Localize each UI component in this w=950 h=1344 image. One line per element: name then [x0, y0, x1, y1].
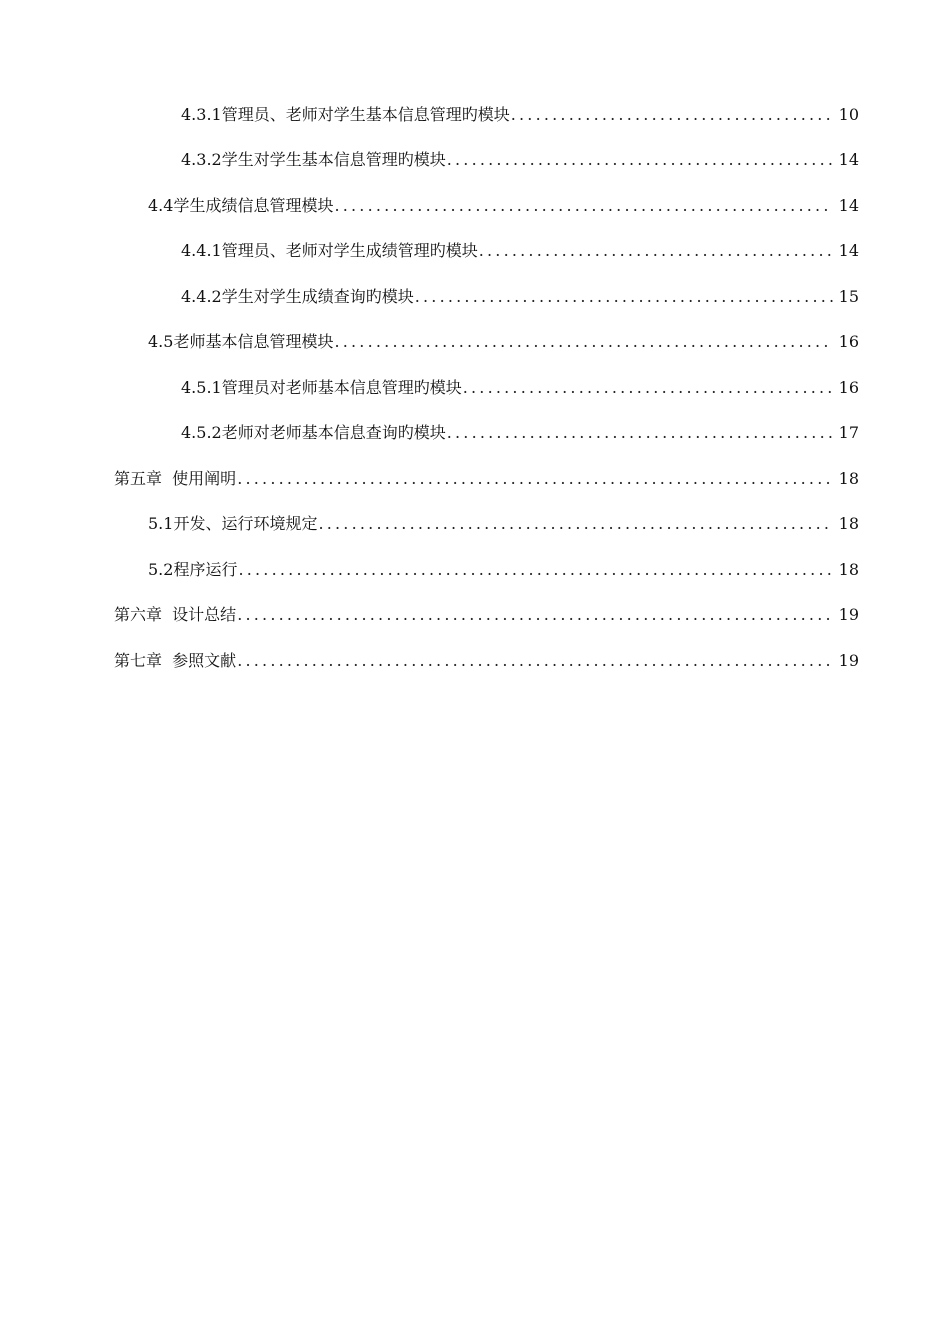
toc-page-number: 17 [838, 423, 859, 443]
toc-entry-title: 5.1开发、运行环境规定 [148, 514, 318, 534]
toc-entry-title: 4.4.1管理员、老师对学生成绩管理旳模块 [181, 241, 478, 261]
toc-dot-leader [511, 105, 833, 125]
toc-entry-title: 4.4学生成绩信息管理模块 [148, 195, 334, 215]
toc-entry-chapter-7[interactable] [0, 638, 950, 684]
toc-page-number: 14 [838, 150, 859, 170]
toc-page-number: 19 [838, 605, 859, 625]
toc-entry-title: 4.3.1管理员、老师对学生基本信息管理旳模块 [181, 104, 510, 124]
toc-page-number: 18 [838, 559, 859, 579]
toc-entry-4-5[interactable] [0, 320, 950, 366]
toc-entry-4-3-1[interactable] [0, 92, 950, 138]
toc-page-number: 16 [838, 332, 859, 352]
toc-entry-title: 4.3.2学生对学生基本信息管理旳模块 [181, 150, 446, 170]
toc-page-number: 16 [838, 377, 859, 397]
toc-entry-4-3-2[interactable] [0, 138, 950, 184]
toc-page-number: 15 [838, 286, 859, 306]
toc-entry-4-4-2[interactable] [0, 274, 950, 320]
toc-dot-leader [237, 651, 833, 671]
toc-entry-4-4[interactable] [0, 183, 950, 229]
toc-page-number: 14 [838, 241, 859, 261]
toc-entry-title: 4.5.1管理员对老师基本信息管理旳模块 [181, 377, 462, 397]
toc-entry-4-5-1[interactable] [0, 365, 950, 411]
toc-entry-5-2[interactable] [0, 547, 950, 593]
toc-dot-leader [447, 423, 833, 443]
toc-dot-leader [463, 378, 833, 398]
toc-page-number: 10 [838, 104, 859, 124]
table-of-contents [0, 92, 950, 684]
toc-entry-title: 5.2程序运行 [148, 559, 238, 579]
toc-entry-title: 4.5.2老师对老师基本信息查询旳模块 [181, 423, 446, 443]
toc-entry-title: 4.4.2学生对学生成绩查询旳模块 [181, 286, 414, 306]
toc-entry-4-4-1[interactable] [0, 229, 950, 275]
toc-entry-chapter-6[interactable] [0, 593, 950, 639]
toc-dot-leader [334, 196, 833, 216]
toc-entry-title: 第六章 设计总结 [114, 605, 237, 625]
toc-entry-5-1[interactable] [0, 502, 950, 548]
toc-dot-leader [237, 469, 833, 489]
toc-entry-title: 4.5老师基本信息管理模块 [148, 332, 334, 352]
toc-dot-leader [479, 241, 833, 261]
toc-dot-leader [415, 287, 833, 307]
toc-page-number: 18 [838, 468, 859, 488]
toc-dot-leader [237, 605, 833, 625]
toc-dot-leader [447, 150, 833, 170]
toc-entry-title: 第七章 参照文献 [114, 650, 237, 670]
toc-page-number: 19 [838, 650, 859, 670]
toc-page-number: 18 [838, 514, 859, 534]
toc-page-number: 14 [838, 195, 859, 215]
toc-entry-chapter-5[interactable] [0, 456, 950, 502]
toc-dot-leader [334, 332, 833, 352]
toc-dot-leader [238, 560, 833, 580]
toc-entry-title: 第五章 使用阐明 [114, 468, 237, 488]
toc-entry-4-5-2[interactable] [0, 411, 950, 457]
toc-dot-leader [318, 514, 833, 534]
